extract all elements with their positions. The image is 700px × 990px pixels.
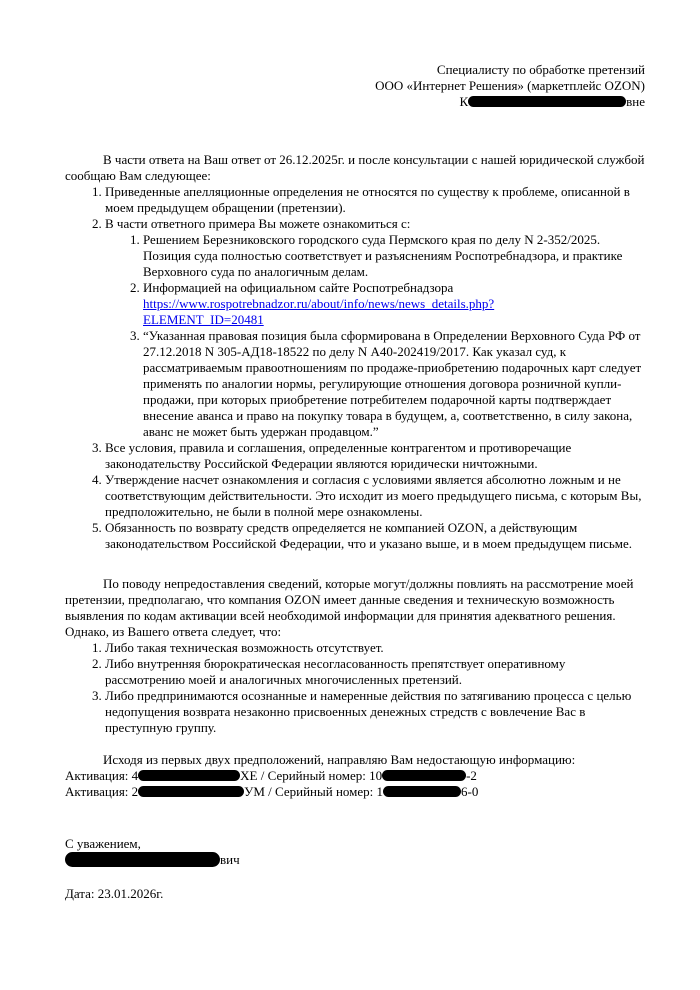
intro-paragraph: В части ответа на Ваш ответ от 26.12.2025г. и после консультации с нашей юридической службой сообщаю Вам следующее: <box>65 152 645 183</box>
main-list-item-3: 3. Все условия, правила и соглашения, определенные контрагентом и противоречащие законодательству Российской Федерации являются юридически ничтожными. <box>105 440 645 472</box>
sub-list-item-2 <box>143 280 645 328</box>
rospotrebnadzor-link-line-2[interactable]: ELEMENT_ID=20481 <box>143 312 264 327</box>
rospotrebnadzor-link-line-1[interactable]: https://www.rospotrebnadzor.ru/about/info/news/news_details.php? <box>143 296 495 311</box>
redaction-bar-recipient-name <box>468 96 626 107</box>
main-list-item-5: 5. Обязанность по возврату средств определяется не компанией OZON, а действующим законодательством Российской Федерации, что и указано выше, и в моем предыдущем письме. <box>105 520 645 552</box>
recipient-block <box>65 62 645 110</box>
sub-list-item-2-text: Информацией на официальном сайте Роспотребнадзора <box>143 280 454 295</box>
signature-name-suffix: вич <box>220 852 240 867</box>
activation-2-prefix: Активация: 2 <box>65 784 139 799</box>
rospotrebnadzor-link[interactable] <box>143 296 645 328</box>
activation-block <box>65 768 645 800</box>
redaction-bar-activation-1-serial <box>382 770 466 781</box>
closing-paragraph: Исходя из первых двух предположений, направляю Вам недостающую информацию: <box>103 752 576 767</box>
sub-list <box>105 232 645 440</box>
redaction-bar-activation-2-code <box>138 786 244 797</box>
main-list <box>65 184 645 552</box>
hypotheses-list <box>65 640 645 736</box>
activation-line-2 <box>65 784 645 800</box>
activation-2-suffix: 6-0 <box>461 784 479 799</box>
recipient-line-1: Специалисту по обработке претензий <box>436 62 645 77</box>
main-list-item-1: 1. Приведенные апелляционные определения не относятся по существу к проблеме, описанной в моем предыдущем обращении (претензии). <box>105 184 645 216</box>
signature-name-line <box>65 852 645 868</box>
activation-line-1 <box>65 768 645 784</box>
sub-list-item-1: 1. Решением Березниковского городского суда Пермского края по делу N 2-352/2025. Позиция суда полностью соответствует и разъяснениям Роспотребнадзора, и практике Верховного суда по аналогичным делам. <box>143 232 645 280</box>
recipient-name-suffix: вне <box>626 94 645 109</box>
recipient-line-3 <box>65 94 645 110</box>
activation-1-suffix: -2 <box>466 768 477 783</box>
redaction-bar-activation-1-code <box>138 770 240 781</box>
recipient-line-2: ООО «Интернет Решения» (маркетплейс OZON) <box>375 78 645 93</box>
activation-1-middle: ХЕ / Серийный номер: 10 <box>240 768 383 783</box>
main-list-item-2 <box>105 216 645 440</box>
main-list-item-2-lead: В части ответного примера Вы можете ознакомиться с: <box>105 216 411 231</box>
activation-1-prefix: Активация: 4 <box>65 768 139 783</box>
hypothesis-item-1: 1. Либо такая техническая возможность отсутствует. <box>105 640 645 656</box>
sub-list-item-3: 3. “Указанная правовая позиция была сформирована в Определении Верховного Суда РФ от 27.12.2018 N 305-АД18-18522 по делу N А40-202419/2017. Как указал суд, к рассматриваемым правоотношениям по продаже-приобретению подарочных карт следует применять по аналогии нормы, регулирующие отношения договора розничной купли-продажи, при которых приобретение потребителем подарочной карты подтверждает внесение аванса и право на покупку товара в будущем, а, соответственно, в силу закона, аванс не может быть удержан продавцом.” <box>143 328 645 440</box>
signoff-line: С уважением, <box>65 836 141 851</box>
redaction-bar-activation-2-serial <box>383 786 461 797</box>
activation-2-middle: УМ / Серийный номер: 1 <box>244 784 384 799</box>
signoff-block <box>65 836 645 868</box>
date-line: Дата: 23.01.2026г. <box>65 886 164 901</box>
hypothesis-item-3: 3. Либо предпринимаются осознанные и намеренные действия по затягиванию процесса с целью недопущения возврата незаконно присвоенных денежных стредств с вовлечение Вас в преступную группу. <box>105 688 645 736</box>
redaction-bar-signature-name <box>65 852 220 867</box>
main-list-item-4: 4. Утверждение насчет ознакомления и согласия с условиями является абсолютно ложным и не соответствующим действительности. Это исходит из моего предыдущего письма, с которым Вы, предположительно, не были в полной мере ознакомлены. <box>105 472 645 520</box>
hypothesis-item-2: 2. Либо внутренняя бюрократическая несогласованность препятствует оперативному рассмотрению моей и аналогичных многочисленных претензий. <box>105 656 645 688</box>
second-paragraph: По поводу непредоставления сведений, которые могут/должны повлиять на рассмотрение моей претензии, предполагаю, что компания OZON имеет данные сведения и техническую возможность выявления по кодам активации всей необходимой информации для принятия адекватного решения. Однако, из Вашего ответа следует, что: <box>65 576 634 639</box>
recipient-name-prefix: К <box>459 94 469 109</box>
